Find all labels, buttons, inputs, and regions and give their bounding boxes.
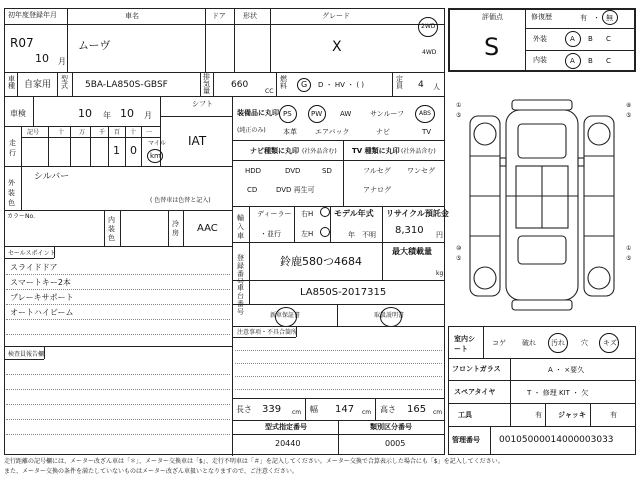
manual-label: 取扱説明書	[374, 312, 405, 319]
exterior-grade-a: A	[570, 35, 575, 43]
chassis-label: 車台番号	[237, 284, 244, 316]
exterior-color: シルバー	[34, 172, 70, 182]
digit-label: 一	[146, 129, 153, 136]
navi-item: HDD	[245, 167, 262, 175]
length-unit: cm	[292, 409, 302, 416]
diagram-marker: ⑤	[456, 112, 462, 119]
first-reg-month-unit: 月	[58, 57, 66, 66]
height-unit: cm	[433, 409, 443, 416]
grade-value: X	[332, 39, 342, 55]
capacity-unit: 人	[433, 83, 440, 91]
fuel-label: 燃料	[280, 75, 287, 90]
tool-label: 工具	[458, 411, 472, 419]
interior-color-label: 内装色	[108, 216, 115, 242]
shape-label: 形状	[243, 12, 257, 20]
inspection-month: 10	[120, 107, 134, 120]
digit-label: 十	[58, 129, 65, 136]
digit-label: 百	[114, 129, 121, 136]
usage: 自家用	[24, 80, 52, 90]
height-value: 165	[407, 404, 427, 415]
spare-label: スペアタイヤ	[454, 388, 496, 396]
first-reg-label: 初年度登録年月	[8, 11, 57, 19]
mile-label: マイル	[148, 140, 166, 147]
model-label: 型式	[61, 75, 68, 90]
displacement: 660	[231, 80, 249, 90]
tv-item: フルセグ	[363, 167, 391, 175]
inspection-label: 車検	[10, 109, 26, 118]
max-load-label: 最大積載量	[392, 247, 432, 256]
footer-line1: 走行距離の記号欄には、メーター改ざん車は「＊」、メーター交換車は「$」、走行不明車は「＃」を記入してください。メーター交換で合算表示した場合にも「$」を記入してください。	[4, 458, 504, 465]
digit-label: 千	[99, 129, 106, 136]
tv-item: ワンセグ	[407, 167, 435, 175]
seat-item: 穴	[581, 339, 588, 347]
equip-item: 本革	[283, 128, 297, 136]
fuel-g: G	[301, 80, 308, 89]
interior-grade-a: A	[570, 57, 575, 65]
seat-item: キズ	[603, 339, 617, 347]
displacement-label: 排気量	[203, 73, 210, 95]
equip-item: ナビ	[376, 128, 390, 136]
notes-title: 注意事項・不具合箇所	[237, 329, 298, 336]
repair-no: 無	[606, 14, 613, 22]
drive-2wd: 2WD	[421, 23, 436, 30]
sales-point: オートハイビーム	[10, 308, 74, 317]
first-reg-year: R07	[10, 36, 34, 50]
equip-item: AW	[340, 110, 352, 118]
equip-item: TV	[422, 128, 432, 136]
type-label: 車種	[8, 75, 15, 90]
model-year-label: モデル年式	[334, 209, 374, 218]
import-parallel: ・並行	[260, 230, 281, 238]
designation-label: 型式指定番号	[265, 423, 307, 431]
sales-point: スマートキー2本	[10, 278, 71, 287]
navi-item: DVD	[285, 167, 301, 175]
exterior-grade-c: C	[606, 35, 611, 43]
digit-value: 0	[130, 144, 137, 157]
jack-value: 有	[610, 411, 617, 419]
drive-4wd: 4WD	[422, 49, 437, 56]
diagram-marker: ⑩	[456, 245, 462, 252]
model: 5BA-LA850S-GBSF	[85, 80, 168, 90]
equipment-subtitle: (純正のみ)	[237, 127, 266, 134]
seat-label: 室内シート	[454, 335, 475, 353]
tv-title: TV 種類に丸印	[352, 147, 400, 155]
km-label: km	[150, 152, 161, 160]
length-value: 339	[262, 404, 282, 415]
tv-item: アナログ	[363, 186, 391, 194]
recycle-label: リサイクル預託金	[386, 209, 449, 218]
repair-yes: 有	[580, 14, 587, 22]
footer-line2: また、メーター交換の条件を満たしていないものはメーター改ざん車扱いとなりますので、ご注意ください。	[4, 468, 298, 475]
car-name-label: 車名	[125, 12, 139, 20]
interior-grade-c: C	[606, 57, 611, 65]
chassis-value: LA850S-2017315	[300, 287, 387, 298]
tool-value: 有	[535, 411, 542, 419]
sales-title: セールスポイント	[8, 250, 56, 257]
category-value: 0005	[385, 439, 406, 448]
warranty-label: 新車保証書	[270, 312, 301, 319]
left-form	[4, 8, 445, 455]
ac-label: 冷房	[172, 220, 179, 237]
interior-grade-b: B	[588, 57, 593, 65]
diagram-marker: ⑤	[626, 255, 632, 262]
ac-value: AAC	[197, 223, 218, 234]
width-value: 147	[335, 404, 355, 415]
glass-label: フロントガラス	[452, 365, 501, 373]
equip-item: ABS	[419, 110, 431, 117]
inspection-year-unit: 年	[103, 111, 111, 120]
diagram-marker: ①	[456, 102, 462, 109]
sales-point: ブレーキサポート	[10, 293, 74, 302]
equip-item: サンルーフ	[370, 110, 405, 118]
length-label: 長さ	[236, 405, 252, 414]
cc-unit: CC	[265, 88, 274, 95]
mgmt-value: 00105000014000003033	[499, 435, 614, 445]
width-label: 幅	[310, 405, 318, 414]
exterior-grade-b: B	[588, 35, 593, 43]
height-label: 高さ	[380, 405, 396, 414]
color-no-label: カラーNo.	[7, 213, 35, 220]
designation-value: 20440	[275, 439, 301, 448]
equip-item: エアバック	[315, 128, 350, 136]
mileage-col-label: 記号	[27, 129, 40, 136]
interior-grade-label: 内装	[533, 56, 547, 64]
glass-value: A ・ ×要久	[548, 366, 585, 374]
navi-item: DVD 再生可	[276, 186, 315, 194]
width-unit: cm	[362, 409, 372, 416]
first-reg-month: 10	[35, 52, 49, 65]
capacity: 4	[418, 80, 424, 90]
import-left: 左H	[301, 230, 314, 238]
diagram-marker: ⑤	[626, 112, 632, 119]
car-damage-diagram	[448, 96, 636, 326]
diagram-marker: ⑧	[626, 102, 632, 109]
equip-item: PW	[311, 110, 323, 118]
digit-label: 万	[79, 129, 86, 136]
sales-point: スライドドア	[10, 263, 58, 272]
inspection-month-unit: 月	[144, 111, 152, 120]
tv-sub: (社外品含む)	[401, 148, 436, 155]
seat-item: コゲ	[492, 339, 506, 347]
import-right-circle	[320, 207, 330, 217]
recycle-unit: 円	[436, 231, 443, 239]
import-dealer: ディーラー	[257, 210, 292, 218]
equipment-title: 装備品に丸印	[237, 109, 279, 117]
registration-value: 鈴鹿580つ4684	[280, 255, 362, 268]
staff-title: 検査員報告欄	[8, 351, 45, 358]
inspection-year: 10	[78, 107, 92, 120]
recycle-value: 8,310	[395, 225, 424, 236]
navi-sub: (社外品含む)	[302, 148, 337, 155]
navi-title: ナビ種類に丸印	[250, 147, 299, 155]
shift-value: IAT	[188, 134, 207, 148]
digit-label: 十	[130, 129, 137, 136]
fuel-rest: D ・ HV ・ ( )	[318, 81, 365, 89]
grade-label: グレード	[322, 12, 350, 20]
diagram-marker: ⑤	[456, 255, 462, 262]
spare-value: T ・ 修理 KIT ・ 欠	[527, 389, 589, 397]
car-name: ムーヴ	[78, 39, 111, 52]
door-label: ドア	[212, 12, 226, 20]
import-left-circle	[320, 227, 330, 237]
capacity-label: 定員	[396, 75, 403, 90]
digit-value: 1	[113, 144, 120, 157]
import-label: 輸入車	[237, 214, 244, 240]
navi-item: SD	[322, 167, 332, 175]
mgmt-label: 管理番号	[452, 436, 480, 444]
registration-label: 登録番号	[237, 254, 244, 286]
score-label: 評価点	[482, 13, 503, 21]
navi-item: CD	[247, 186, 258, 194]
repair-dot: ・	[593, 14, 600, 22]
score-value: S	[484, 33, 500, 61]
mileage-label: 走行	[9, 139, 16, 157]
import-right: 右H	[301, 210, 314, 218]
exterior-note: ( 色替車は色替と記入)	[150, 197, 211, 204]
exterior-label: 外装色	[8, 179, 15, 207]
repair-label: 修復歴	[531, 13, 552, 21]
exterior-grade-label: 外装	[533, 35, 547, 43]
shift-label: シフト	[192, 100, 213, 108]
equip-item: PS	[283, 110, 292, 118]
category-label: 類別区分番号	[370, 423, 412, 431]
seat-item: 破れ	[522, 339, 536, 347]
model-year-value: 年 不明	[348, 231, 376, 239]
max-load-unit: kg	[436, 270, 444, 277]
diagram-marker: ①	[626, 245, 632, 252]
jack-label: ジャッキ	[558, 411, 586, 419]
seat-item: 汚れ	[551, 339, 565, 347]
